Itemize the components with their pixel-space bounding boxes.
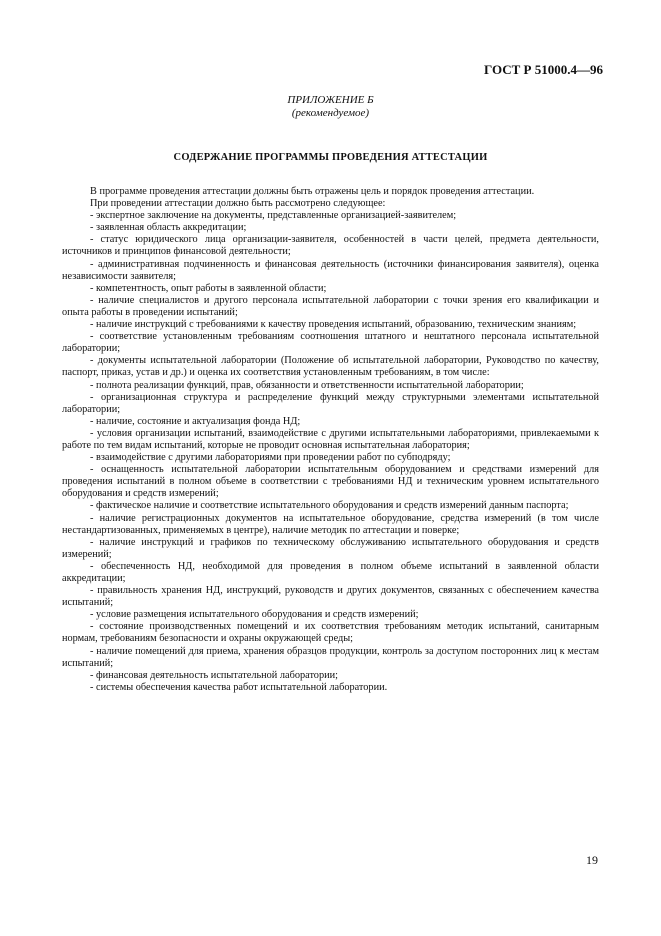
list-item: - компетентность, опыт работы в заявленной области; — [90, 282, 327, 294]
list-item: - наличие инструкций и графиков по техническому обслуживанию испытательного оборудования и средств измерений; — [62, 536, 599, 560]
list-item: - фактическое наличие и соответствие испытательного оборудования и средств измерений данным паспорта; — [90, 500, 569, 512]
list-item: - статус юридического лица организации-заявителя, особенностей в части целей, предмета деятельности, источников и принципов финансовой деятельности; — [62, 234, 599, 258]
list-item: - состояние производственных помещений и их соответствия требованиям методик испытаний, санитарным нормам, требованиям безопасности и охраны окружающей среды; — [62, 621, 599, 645]
list-item: - организационная структура и распределение функций между структурными элементами испытательной лаборатории; — [62, 391, 599, 415]
list-item: - правильность хранения НД, инструкций, руководств и других документов, связанных с обеспечением качества испытаний; — [62, 585, 599, 609]
list-item: - наличие регистрационных документов на испытательное оборудование, средства измерений (в том числе нестандартизованных, применяемых в центре), наличие методик по аттестации и поверке; — [62, 512, 599, 536]
list-item: - документы испытательной лаборатории (Положение об испытательной лаборатории, Руководство по качеству, паспорт, приказ, устав и др.) и оценка их соответствия установленным требованиям, в том числе: — [62, 355, 599, 379]
list-item: - заявленная область аккредитации; — [90, 222, 247, 234]
page-number: 19 — [586, 853, 598, 867]
appendix-heading — [0, 94, 661, 120]
list-item: - соответствие установленным требованиям соотношения штатного и нештатного персонала испытательной лаборатории; — [62, 331, 599, 355]
section-title: СОДЕРЖАНИЕ ПРОГРАММЫ ПРОВЕДЕНИЯ АТТЕСТАЦИИ — [173, 152, 488, 163]
list-item: - наличие, состояние и актуализация фонда НД; — [90, 415, 301, 427]
list-item: - экспертное заключение на документы, представленные организацией-заявителем; — [90, 210, 457, 222]
body-text — [62, 186, 599, 694]
paragraph: В программе проведения аттестации должны быть отражены цель и порядок проведения аттестации. — [90, 186, 535, 197]
list-item: - взаимодействие с другими лабораториями при проведении работ по субподряду; — [90, 452, 451, 464]
appendix-label: ПРИЛОЖЕНИЕ Б — [287, 94, 374, 106]
list-item: - финансовая деятельность испытательной лаборатории; — [90, 669, 338, 681]
list-item: - системы обеспечения качества работ испытательной лаборатории. — [90, 681, 388, 693]
list-item: - наличие инструкций с требованиями к качеству проведения испытаний, образованию, техническим знаниям; — [90, 319, 577, 331]
appendix-note: (рекомендуемое) — [291, 107, 370, 119]
document-number: ГОСТ Р 51000.4—96 — [484, 62, 603, 77]
list-item: - оснащенность испытательной лаборатории испытательным оборудованием и средствами измерений для проведения испытаний в полном объеме в соответствии с требованиями НД и техническим уровнем испытательного оборудования и средств измерений; — [62, 464, 599, 500]
list-item: - условие размещения испытательного оборудования и средств измерений; — [90, 609, 419, 621]
paragraph: При проведении аттестации должно быть рассмотрено следующее: — [90, 198, 386, 210]
list-item: - наличие специалистов и другого персонала испытательной лаборатории с точки зрения его квалификации и опыта работы в проведении испытаний; — [62, 294, 599, 318]
list-item: - условия организации испытаний, взаимодействие с другими испытательными лабораториями, привлекаемыми к работе по тем видам испытаний, которые не проводит основная испытательная лаборатория; — [62, 427, 599, 451]
list-item: - обеспеченность НД, необходимой для проведения в полном объеме испытаний в заявленной области аккредитации; — [62, 560, 599, 584]
list-item: - административная подчиненность и финансовая деятельность (источники финансирования заявителя), оценка независимости заявителя; — [62, 258, 599, 282]
list-item: - наличие помещений для приема, хранения образцов продукции, контроль за доступом посторонних лиц к местам испытаний; — [62, 645, 599, 669]
list-item: - полнота реализации функций, прав, обязанности и ответственности испытательной лаборатории; — [90, 379, 524, 391]
